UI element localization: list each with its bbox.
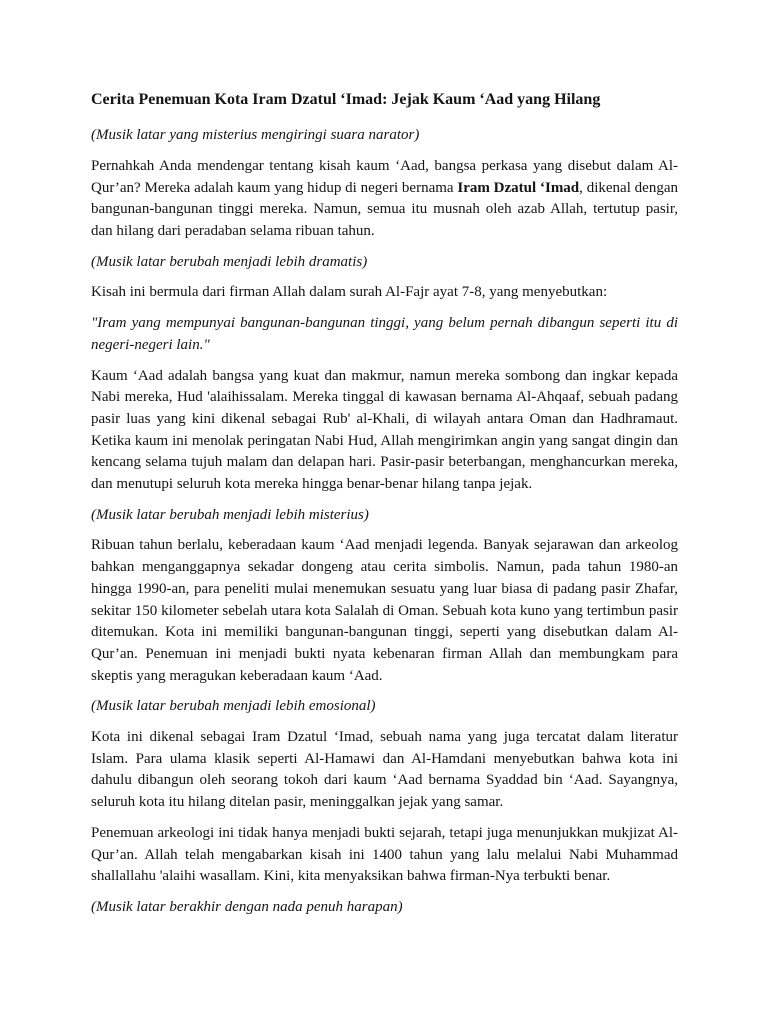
stage-cue-opening: (Musik latar yang misterius mengiringi suara narator) [91, 127, 420, 144]
paragraph-intro-bold-city-name: Iram Dzatul ‘Imad [457, 179, 580, 196]
stage-cue-dramatic: (Musik latar berubah menjadi lebih dramatis) [91, 253, 368, 270]
quran-quote: "Iram yang mempunyai bangunan-bangunan tinggi, yang belum pernah dibangun seperti itu di negeri-negeri lain." [91, 315, 678, 353]
paragraph-kaum-aad: Kaum ‘Aad adalah bangsa yang kuat dan makmur, namun mereka sombong dan ingkar kepada Nabi mereka, Hud 'alaihissalam. Mereka tinggal di kawasan bernama Al-Ahqaaf, sebuah padang pasir luas yang kini dikenal sebagai Rub' al-Khali, di wilayah antara Oman dan Hadhramaut. Ketika kaum ini menolak peringatan Nabi Hud, Allah mengirimkan angin yang sangat dingin dan kencang selama tujuh malam dan delapan hari. Pasir-pasir beterbangan, menghancurkan mereka, dan menutupi seluruh kota mereka hingga benar-benar hilang tanpa jejak. [91, 367, 678, 493]
paragraph-nama-kota: Kota ini dikenal sebagai Iram Dzatul ‘Imad, sebuah nama yang juga tercatat dalam literatur Islam. Para ulama klasik seperti Al-Hamawi dan Al-Hamdani menyebutkan bahwa kota ini dahulu dibangun oleh seorang tokoh dari kaum ‘Aad bernama Syaddad bin ‘Aad. Sayangnya, seluruh kota itu hilang ditelan pasir, meninggalkan jejak yang samar. [91, 729, 678, 811]
paragraph-intro-text-post: , dikenal dengan bangunan-bangunan tinggi mereka. Namun, semua itu musnah oleh azab Allah, tertutup pasir, dan hilang dari peradaban selama ribuan tahun. [91, 179, 678, 239]
paragraph-firman-intro: Kisah ini bermula dari firman Allah dalam surah Al-Fajr ayat 7-8, yang menyebutkan: [91, 284, 608, 301]
stage-cue-mysterious: (Musik latar berubah menjadi lebih misterius) [91, 506, 369, 523]
stage-cue-emotional: (Musik latar berubah menjadi lebih emosional) [91, 698, 376, 715]
paragraph-intro [91, 156, 678, 243]
document-title: Cerita Penemuan Kota Iram Dzatul ‘Imad: Jejak Kaum ‘Aad yang Hilang [91, 91, 601, 108]
paragraph-intro-text-pre: Pernahkah Anda mendengar tentang kisah kaum ‘Aad, bangsa perkasa yang disebut dalam Al-Qur’an? Mereka adalah kaum yang hidup di negeri bernama [91, 157, 678, 196]
stage-cue-closing: (Musik latar berakhir dengan nada penuh harapan) [91, 898, 403, 915]
paragraph-mukjizat: Penemuan arkeologi ini tidak hanya menjadi bukti sejarah, tetapi juga menunjukkan mukjizat Al-Qur’an. Allah telah mengabarkan kisah ini 1400 tahun yang lalu melalui Nabi Muhammad shallallahu 'alaihi wasallam. Kini, kita menyaksikan bahwa firman-Nya terbukti benar. [91, 824, 678, 885]
paragraph-penemuan: Ribuan tahun berlalu, keberadaan kaum ‘Aad menjadi legenda. Banyak sejarawan dan arkeolog bahkan menganggapnya sekadar dongeng atau cerita simbolis. Namun, pada tahun 1980-an hingga 1990-an, para peneliti mulai menemukan sesuatu yang luar biasa di padang pasir Zhafar, sekitar 150 kilometer sebelah utara kota Salalah di Oman. Sebuah kota kuno yang tertimbun pasir ditemukan. Kota ini memiliki bangunan-bangunan tinggi, seperti yang disebutkan dalam Al-Qur’an. Penemuan ini menjadi bukti nyata kebenaran firman Allah dan membungkam para skeptis yang meragukan keberadaan kaum ‘Aad. [91, 537, 678, 684]
